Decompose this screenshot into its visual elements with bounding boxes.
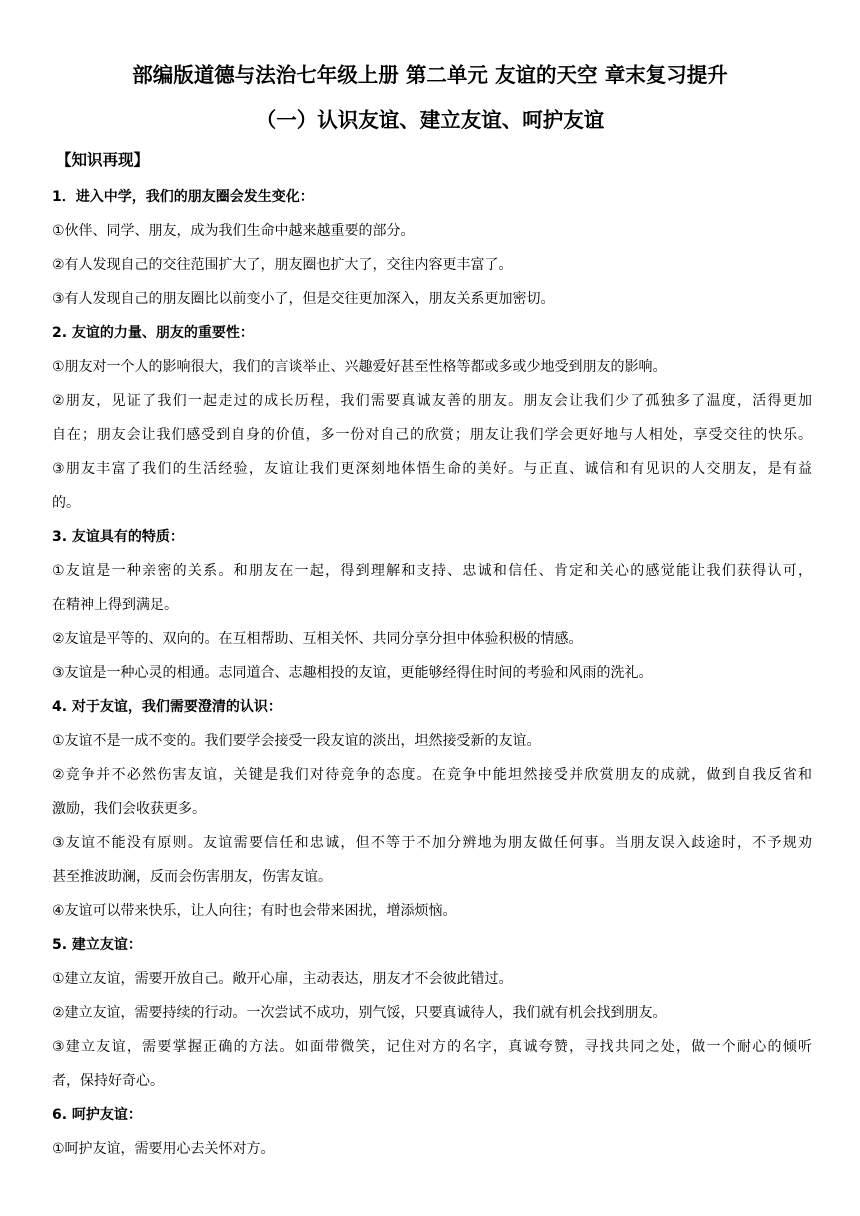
topic-heading: 6. 呵护友谊： <box>52 1107 142 1123</box>
document-title: 部编版道德与法治七年级上册 第二单元 友谊的天空 章末复习提升 <box>132 63 728 87</box>
section-heading: 【知识再现】 <box>56 151 150 169</box>
text-line: ①友谊不是一成不变的。我们要学会接受一段友谊的淡出，坦然接受新的友谊。 <box>52 733 541 749</box>
text-line: ④友谊可以带来快乐，让人向往；有时也会带来困扰，增添烦恼。 <box>52 903 457 919</box>
text-line: ①呵护友谊，需要用心去关怀对方。 <box>52 1141 275 1157</box>
text-line: ②建立友谊，需要持续的行动。一次尝试不成功，别气馁，只要真诚待人，我们就有机会找到朋友。 <box>52 1005 667 1021</box>
text-line: 甚至推波助澜，反而会伤害朋友，伤害友谊。 <box>52 869 332 885</box>
text-line: ①朋友对一个人的影响很大，我们的言谈举止、兴趣爱好甚至性格等都或多或少地受到朋友的影响。 <box>52 359 667 375</box>
text-line: ②友谊是平等的、双向的。在互相帮助、互相关怀、共同分享分担中体验积极的情感。 <box>52 631 583 647</box>
text-line: 的。 <box>52 495 80 511</box>
document-subtitle: （一）认识友谊、建立友谊、呵护友谊 <box>255 108 605 132</box>
topic-heading: 3. 友谊具有的特质： <box>52 529 184 545</box>
text-line: ②有人发现自己的交往范围扩大了，朋友圈也扩大了，交往内容更丰富了。 <box>52 257 513 273</box>
text-line: ①建立友谊，需要开放自己。敞开心扉，主动表达，朋友才不会彼此错过。 <box>52 971 513 987</box>
text-line: ③有人发现自己的朋友圈比以前变小了，但是交往更加深入，朋友关系更加密切。 <box>52 291 555 307</box>
text-line: 者，保持好奇心。 <box>52 1073 164 1089</box>
text-line: ①友谊是一种亲密的关系。和朋友在一起，得到理解和支持、忠诚和信任、肯定和关心的感觉能让我们获得认可， <box>52 563 812 579</box>
text-line: 激励，我们会收获更多。 <box>52 801 206 817</box>
topic-heading: 4. 对于友谊，我们需要澄清的认识： <box>52 699 282 715</box>
text-line: ②朋友，见证了我们一起走过的成长历程，我们需要真诚友善的朋友。朋友会让我们少了孤独多了温度，活得更加 <box>52 393 812 409</box>
text-line: ③建立友谊，需要掌握正确的方法。如面带微笑，记住对方的名字，真诚夸赞，寻找共同之处，做一个耐心的倾听 <box>52 1039 812 1055</box>
text-line: ③友谊不能没有原则。友谊需要信任和忠诚，但不等于不加分辨地为朋友做任何事。当朋友误入歧途时，不予规劝 <box>52 835 812 851</box>
topic-heading: 1．进入中学，我们的朋友圈会发生变化： <box>52 189 314 205</box>
topic-heading: 5. 建立友谊： <box>52 937 142 953</box>
text-line: ①伙伴、同学、朋友，成为我们生命中越来越重要的部分。 <box>52 223 415 239</box>
text-line: 自在；朋友会让我们感受到自身的价值，多一份对自己的欣赏；朋友让我们学会更好地与人相处，享受交往的快乐。 <box>52 427 812 443</box>
text-line: ②竞争并不必然伤害友谊，关键是我们对待竞争的态度。在竞争中能坦然接受并欣赏朋友的成就，做到自我反省和 <box>52 767 812 783</box>
text-line: ③朋友丰富了我们的生活经验，友谊让我们更深刻地体悟生命的美好。与正直、诚信和有见识的人交朋友，是有益 <box>52 461 812 477</box>
topic-heading: 2. 友谊的力量、朋友的重要性： <box>52 325 254 341</box>
text-line: ③友谊是一种心灵的相通。志同道合、志趣相投的友谊，更能够经得住时间的考验和风雨的洗礼。 <box>52 665 653 681</box>
text-line: 在精神上得到满足。 <box>52 597 178 613</box>
document-body <box>52 180 812 1166</box>
